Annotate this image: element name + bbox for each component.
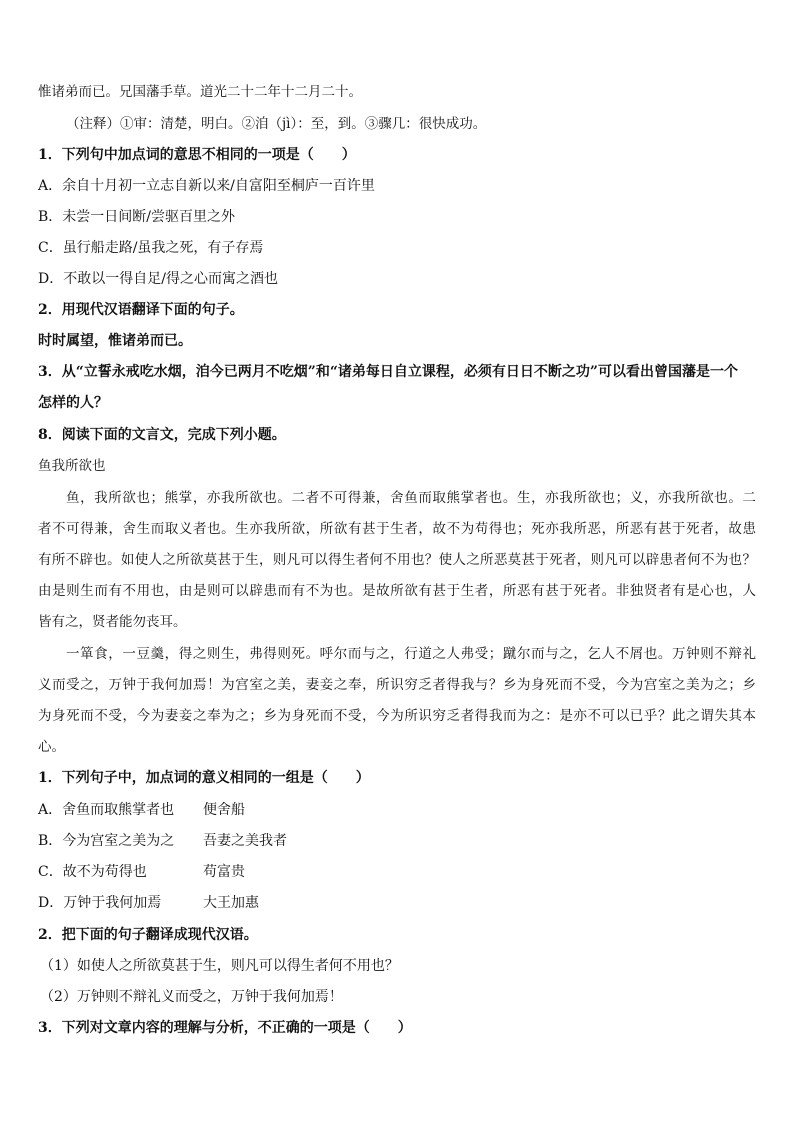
para1-line: 皆有之，贤者能勿丧耳。 — [38, 614, 187, 630]
para1-line: 由是则生而有不用也，由是则可以辟患而有不为也。是故所欲有甚于生者，所恶有甚于死者。非独贤者有是心也，人 — [38, 583, 756, 599]
question-3-cont: 怎样的人？ — [38, 395, 108, 411]
para1-line: 者不可得兼，舍生而取义者也。生亦我所欲，所欲有甚于生者，故不为苟得也；死亦我所恶，所恶有甚于死者，故患 — [38, 521, 756, 537]
option-pair: 便舍船 — [203, 802, 245, 818]
para1-line: 鱼，我所欲也；熊掌，亦我所欲也。二者不可得兼，舍鱼而取熊掌者也。生，亦我所欲也；义，亦我所欲也。二 — [66, 490, 756, 506]
section-8-heading: 8．阅读下面的文言文，完成下列小题。 — [38, 427, 286, 443]
option-c: C．虽行船走路/虽我之死，有子存焉 — [38, 240, 264, 256]
option-label: B．今为宫室之美为之 — [38, 833, 175, 849]
option-row-c — [38, 862, 758, 882]
para2-line: 心。 — [38, 739, 65, 755]
translate-item-1: （1）如使人之所欲莫甚于生，则凡可以得生者何不用也？ — [40, 958, 399, 974]
passage-title: 鱼我所欲也 — [38, 458, 106, 474]
option-a: A．余自十月初一立志自新以来/自富阳至桐庐一百许里 — [38, 178, 375, 194]
question-2b: 2．把下面的句子翻译成现代汉语。 — [38, 927, 258, 943]
question-1b: 1．下列句子中，加点词的意义相同的一组是（ ） — [38, 770, 370, 786]
option-d: D．不敢以一得自足/得之心而寓之酒也 — [38, 271, 278, 287]
question-3: 3．从“立誓永戒吃水烟，洎今已两月不吃烟”和“诸弟每日自立课程，必须有日日不断之功”可以看出曾国藩是一个 — [38, 364, 738, 380]
question-3b: 3．下列对文章内容的理解与分析，不正确的一项是（ ） — [38, 1020, 412, 1036]
option-row-a — [38, 800, 758, 820]
option-row-b — [38, 831, 758, 851]
translate-sentence: 时时属望，惟诸弟而已。 — [38, 333, 192, 349]
option-pair: 吾妻之美我者 — [203, 833, 287, 849]
para2-line: 义而受之，万钟于我何加焉！为宫室之美，妻妾之奉，所识穷乏者得我与？乡为身死而不受，今为宫室之美为之；乡 — [38, 677, 756, 693]
para1-line: 有所不辟也。如使人之所欲莫甚于生，则凡可以得生者何不用也？使人之所恶莫甚于死者，则凡可以辟患者何不为也？ — [38, 552, 756, 568]
option-b: B．未尝一日间断/尝驱百里之外 — [38, 209, 236, 225]
translate-item-2: （2）万钟则不辩礼义而受之，万钟于我何加焉！ — [40, 989, 343, 1005]
option-label: C．故不为苟得也 — [38, 864, 147, 880]
question-2: 2．用现代汉语翻译下面的句子。 — [38, 302, 244, 318]
option-pair: 苟富贵 — [203, 864, 245, 880]
option-pair: 大王加惠 — [203, 895, 259, 911]
para2-line: 为身死而不受，今为妻妾之奉为之；乡为身死而不受，今为所识穷乏者得我而为之：是亦不可以已乎？此之谓失其本 — [38, 708, 756, 724]
passage-line: 惟诸弟而已。兄国藩手草。道光二十二年十二月二十。 — [38, 84, 362, 100]
option-label: A．舍鱼而取熊掌者也 — [38, 802, 175, 818]
para2-line: 一箪食，一豆羹，得之则生，弗得则死。呼尔而与之，行道之人弗受；蹴尔而与之，乞人不屑也。万钟则不辩礼 — [66, 646, 756, 662]
option-label: D．万钟于我何加焉 — [38, 895, 162, 911]
option-row-d — [38, 893, 758, 913]
question-1: 1．下列句中加点词的意思不相同的一项是（ ） — [38, 147, 356, 163]
annotation-note: （注释）①审：清楚，明白。②洎（jì）：至，到。③骤几：很快成功。 — [66, 116, 487, 132]
